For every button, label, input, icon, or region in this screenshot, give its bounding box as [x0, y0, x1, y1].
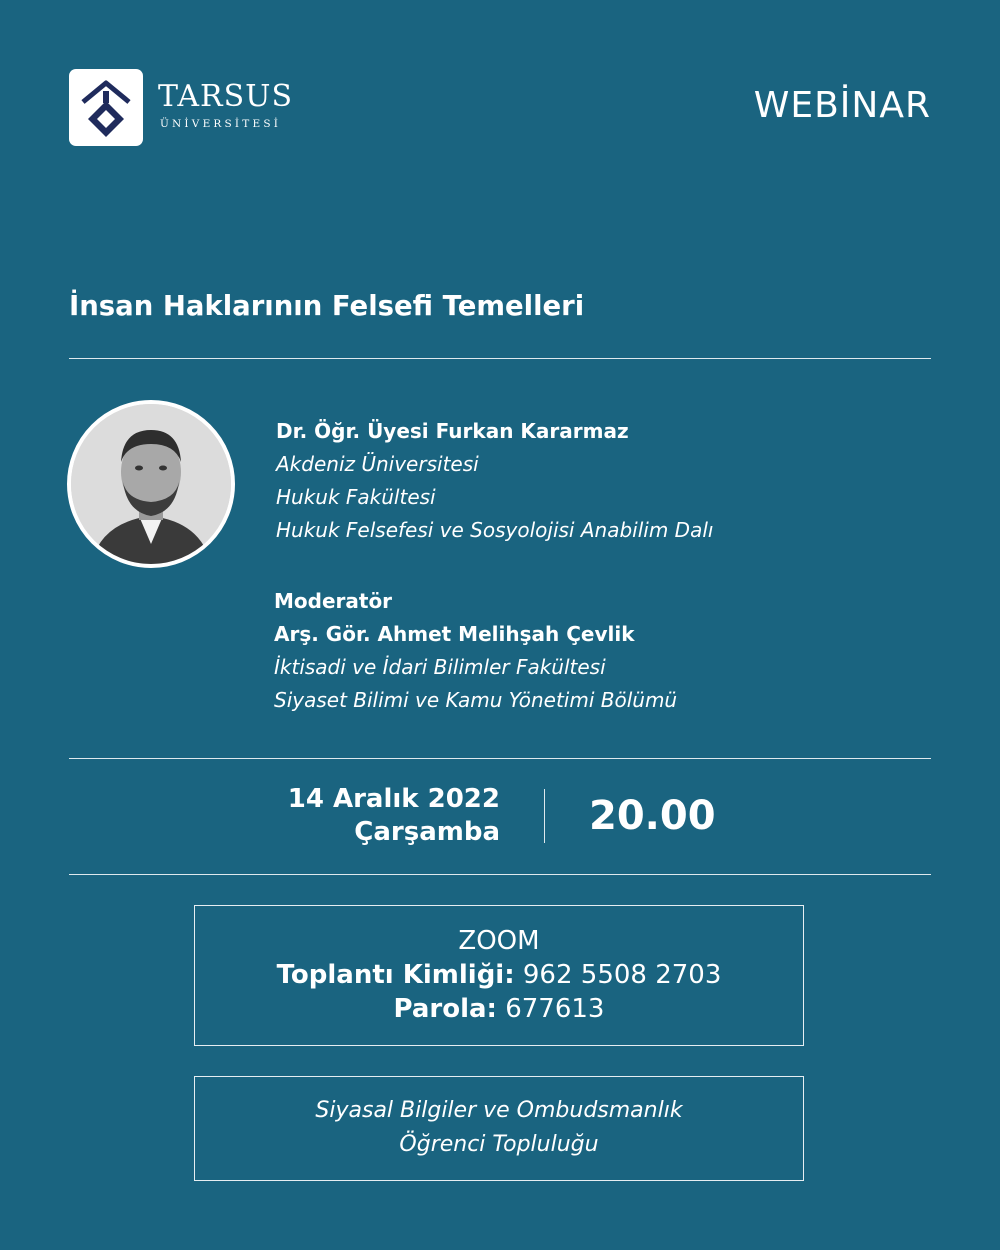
event-date: 14 Aralık 2022	[287, 784, 500, 814]
event-time: 20.00	[589, 793, 716, 839]
moderator-name: Arş. Gör. Ahmet Melihşah Çevlik	[274, 622, 635, 646]
date-time-divider	[544, 789, 545, 843]
zoom-meeting-id-row	[195, 958, 803, 992]
zoom-meeting-id-label: Toplantı Kimliği:	[276, 960, 515, 990]
zoom-meeting-id: 962 5508 2703	[522, 960, 722, 990]
zoom-info-box	[194, 905, 804, 1046]
moderator-faculty: İktisadi ve İdari Bilimler Fakültesi	[274, 655, 606, 679]
organizer-line-2: Öğrenci Topluluğu	[399, 1132, 599, 1157]
speaker-portrait-icon	[71, 404, 231, 564]
brand-name: TARSUS	[158, 79, 294, 114]
speaker-department: Hukuk Felsefesi ve Sosyolojisi Anabilim Dalı	[276, 518, 714, 542]
moderator-heading: Moderatör	[274, 589, 393, 613]
webinar-label: WEBİNAR	[753, 85, 931, 126]
university-logo	[69, 69, 143, 146]
speaker-name: Dr. Öğr. Üyesi Furkan Kararmaz	[276, 419, 629, 443]
organizer-box	[194, 1076, 804, 1181]
speaker-university: Akdeniz Üniversitesi	[276, 452, 479, 476]
organizer-line-1: Siyasal Bilgiler ve Ombudsmanlık	[315, 1098, 683, 1123]
speaker-faculty: Hukuk Fakültesi	[276, 485, 436, 509]
divider-middle	[69, 758, 931, 759]
event-title: İnsan Haklarının Felsefi Temelleri	[69, 290, 585, 322]
divider-bottom	[69, 874, 931, 875]
zoom-password: 677613	[505, 994, 605, 1024]
tarsus-emblem-icon	[69, 69, 143, 146]
event-weekday: Çarşamba	[354, 817, 500, 847]
moderator-department: Siyaset Bilimi ve Kamu Yönetimi Bölümü	[274, 688, 678, 712]
divider-top	[69, 358, 931, 359]
speaker-photo	[67, 400, 235, 568]
zoom-password-label: Parola:	[393, 994, 497, 1024]
zoom-platform: ZOOM	[458, 926, 540, 956]
event-date-block	[288, 783, 500, 849]
brand-subtitle: ÜNİVERSİTESİ	[160, 118, 282, 130]
zoom-password-row	[195, 992, 803, 1026]
